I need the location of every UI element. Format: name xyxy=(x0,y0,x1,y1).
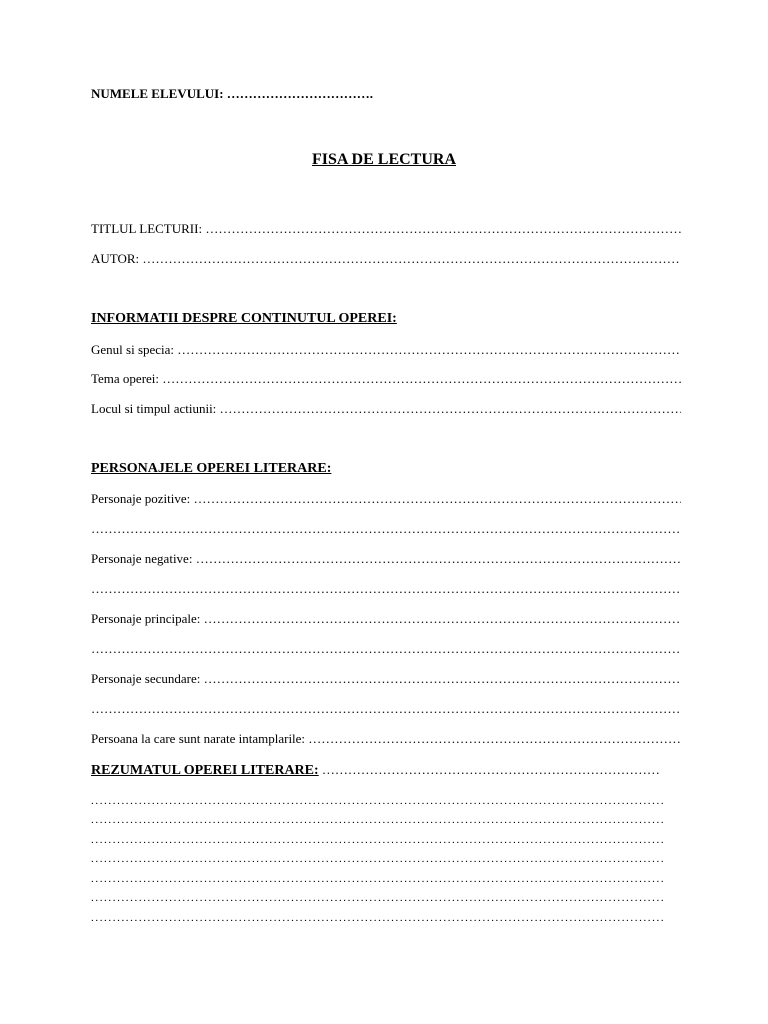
genre-line[interactable] xyxy=(91,342,681,358)
main-characters-line[interactable] xyxy=(91,611,681,627)
book-title-label: TITLUL LECTURII: xyxy=(91,221,203,236)
place-time-line[interactable] xyxy=(91,401,681,417)
student-name-line xyxy=(91,86,681,102)
summary-line[interactable] xyxy=(91,813,665,827)
main-characters-label: Personaje principale: xyxy=(91,611,201,626)
positive-characters-line[interactable] xyxy=(91,491,681,507)
page-title: FISA DE LECTURA xyxy=(311,151,457,168)
summary-line[interactable] xyxy=(91,872,665,886)
genre-label: Genul si specia: xyxy=(91,342,175,357)
negative-characters-line[interactable] xyxy=(91,551,681,567)
place-time-label: Locul si timpul actiunii: xyxy=(91,401,217,416)
author-label: AUTOR: xyxy=(91,251,140,266)
narratee-line[interactable] xyxy=(91,731,681,747)
summary-line[interactable] xyxy=(91,794,665,808)
summary-line[interactable] xyxy=(91,833,665,847)
positive-characters-label: Personaje pozitive: xyxy=(91,491,191,506)
characters-section-heading: PERSONAJELE OPEREI LITERARE: xyxy=(91,461,332,476)
content-section-heading: INFORMATII DESPRE CONTINUTUL OPEREI: xyxy=(91,311,397,326)
student-name-blank[interactable]: ……………………………. xyxy=(226,86,374,101)
student-name-label: NUMELE ELEVULUI: xyxy=(91,86,224,101)
book-title-line[interactable] xyxy=(91,221,681,237)
theme-label: Tema operei: xyxy=(91,371,160,386)
summary-line[interactable] xyxy=(91,852,665,866)
author-line[interactable] xyxy=(91,251,681,267)
secondary-characters-label: Personaje secundare: xyxy=(91,671,201,686)
narratee-label: Persoana la care sunt narate intamplarile: xyxy=(91,731,306,746)
summary-heading-line[interactable] xyxy=(91,762,661,779)
positive-characters-extra-line[interactable] xyxy=(91,521,681,537)
summary-line[interactable] xyxy=(91,911,665,925)
summary-line[interactable] xyxy=(91,891,665,905)
negative-characters-extra-line[interactable] xyxy=(91,581,681,597)
main-characters-extra-line[interactable] xyxy=(91,641,681,657)
theme-line[interactable] xyxy=(91,371,681,387)
secondary-characters-extra-line[interactable] xyxy=(91,701,681,717)
secondary-characters-line[interactable] xyxy=(91,671,681,687)
summary-section-heading: REZUMATUL OPEREI LITERARE: xyxy=(91,763,319,778)
negative-characters-label: Personaje negative: xyxy=(91,551,193,566)
